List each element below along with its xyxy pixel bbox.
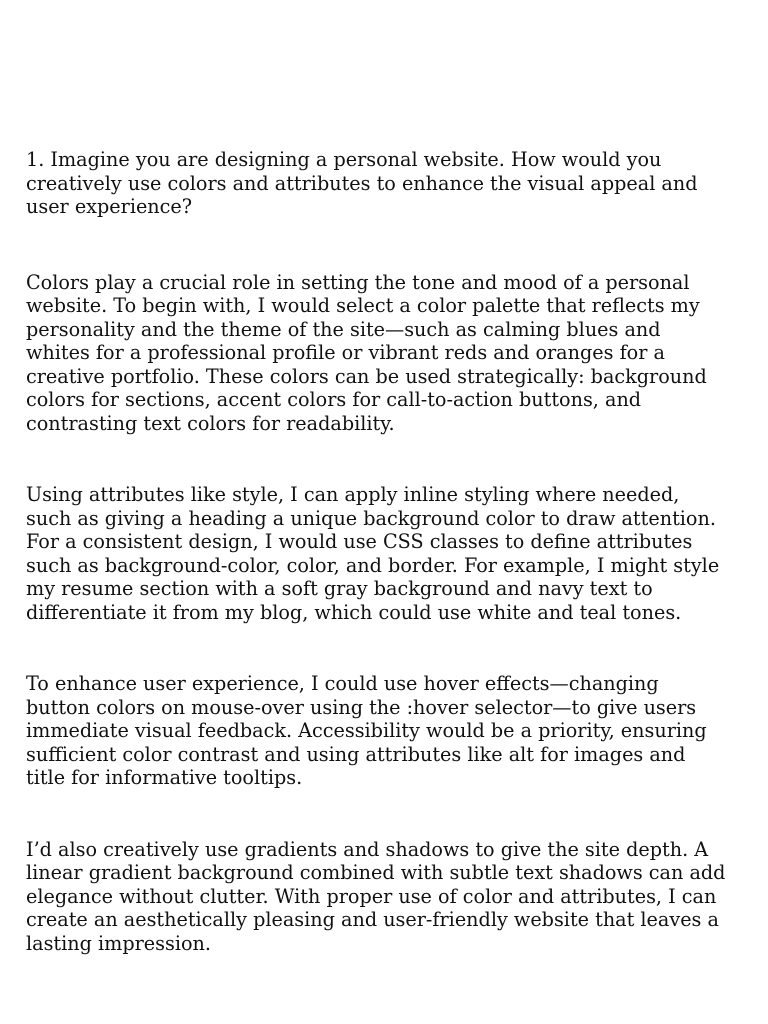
question-text: 1. Imagine you are designing a personal website. How would you creatively use colors and attributes to enhance the visual appeal and user experience? [26,148,698,218]
document-body [26,148,726,1003]
answer-paragraph-user-experience: To enhance user experience, I could use hover effects—changing button colors on mouse-over using the :hover selector—to give users immediate visual feedback. Accessibility would be a priority, ensuring sufficient color contrast and using attributes like alt for images and title for informative tooltips. [26,672,707,789]
answer-paragraph-attributes: Using attributes like style, I can apply inline styling where needed, such as giving a heading a unique background color to draw attention. For a consistent design, I would use CSS classes to define attributes such as background-color, color, and border. For example, I might style my resume section with a soft gray background and navy text to differentiate it from my blog, which could use white and teal tones. [26,483,720,624]
answer-paragraph-gradients: I’d also creatively use gradients and shadows to give the site depth. A linear gradient background combined with subtle text shadows can add elegance without clutter. With proper use of color and attributes, I can create an aesthetically pleasing and user-friendly website that leaves a lasting impression. [26,837,726,955]
answer-paragraph-colors: Colors play a crucial role in setting the tone and mood of a personal website. To begin with, I would select a color palette that reflects my personality and the theme of the site—such as calming blues and whites for a professional profile or vibrant reds and oranges for a creative portfolio. These colors can be used strategically: background colors for sections, accent colors for call-to-action buttons, and contrasting text colors for readability. [26,270,707,435]
